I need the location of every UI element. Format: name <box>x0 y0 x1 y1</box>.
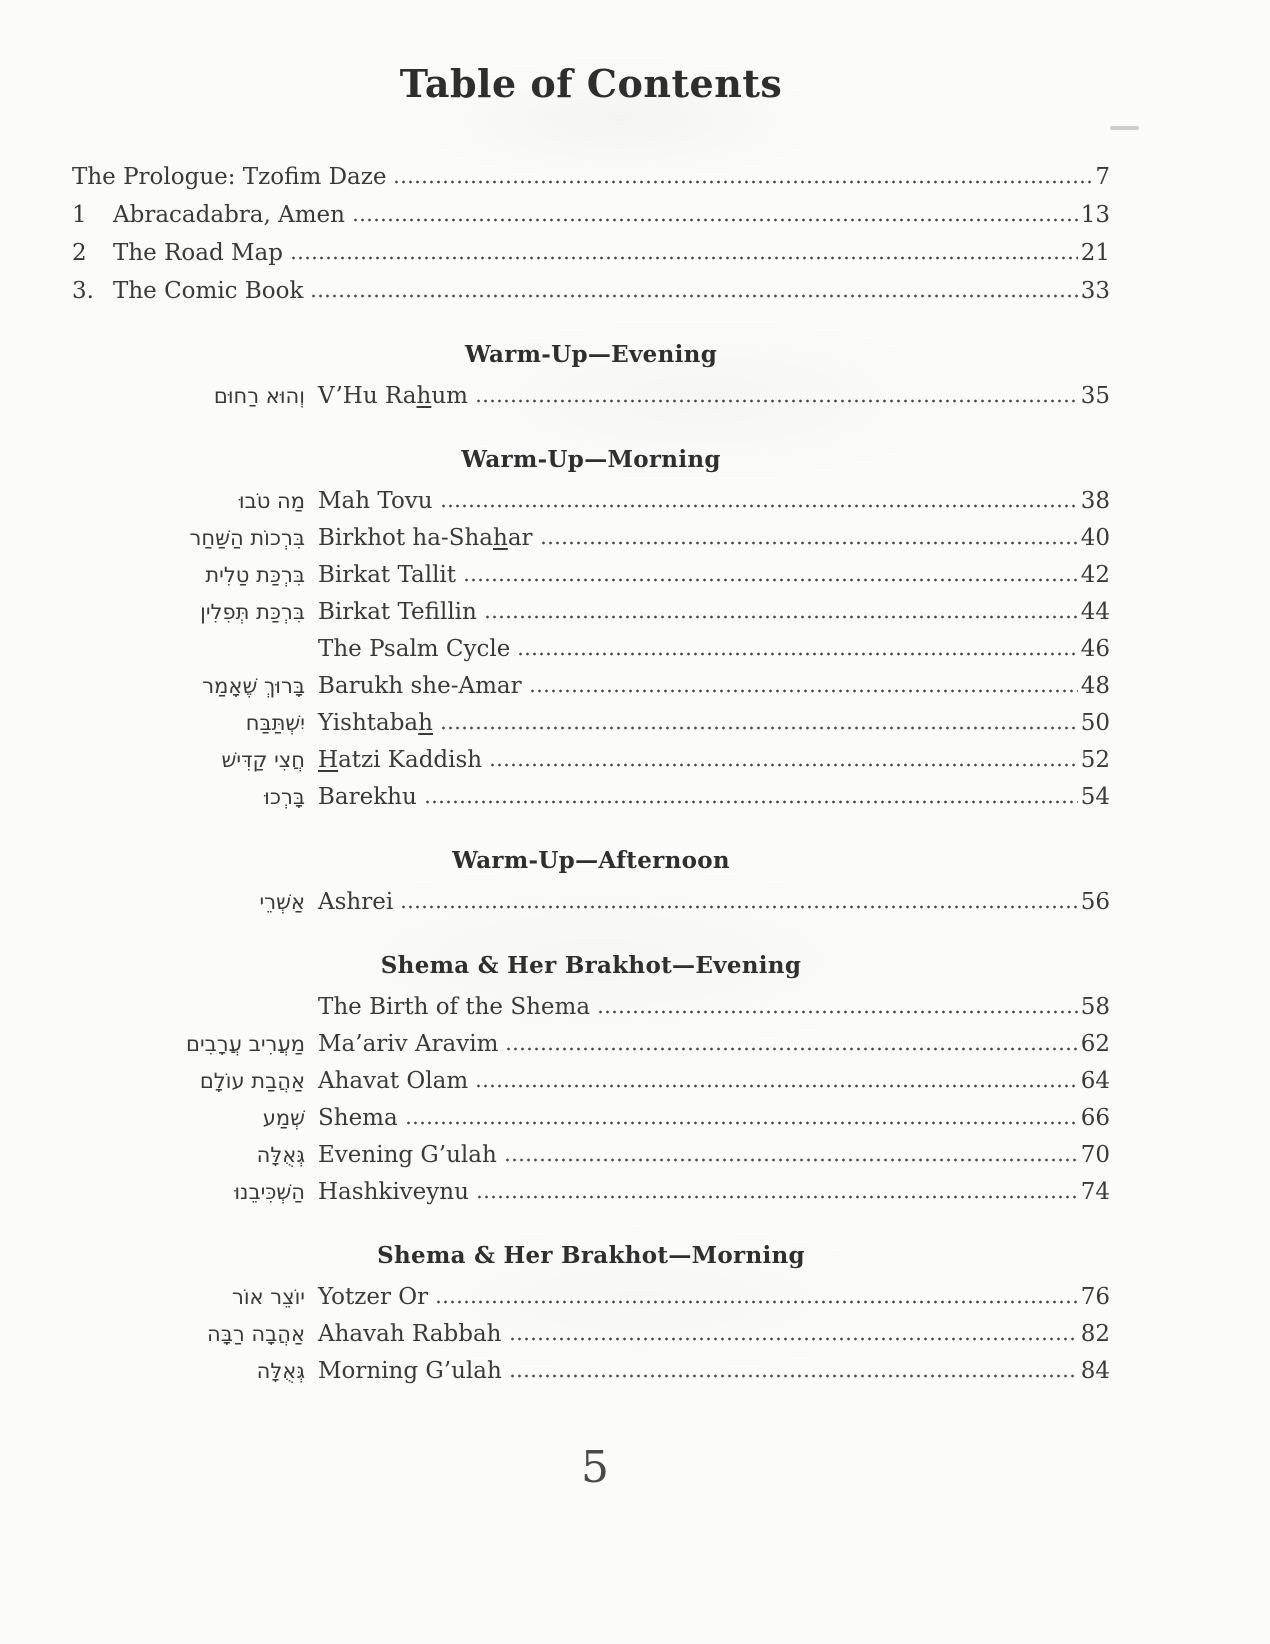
dot-leader <box>475 1082 1078 1088</box>
dot-leader <box>489 761 1078 767</box>
page-ref: 52 <box>1080 747 1110 773</box>
toc-section <box>72 951 1110 1211</box>
hebrew-title: הַשְׁכִּיבֵנוּ <box>234 1180 305 1204</box>
dot-leader <box>505 1045 1077 1051</box>
page-ref: 56 <box>1080 889 1110 915</box>
dot-leader <box>440 724 1078 730</box>
toc-row <box>72 272 1110 310</box>
toc-row <box>72 557 1110 594</box>
dot-leader <box>529 687 1078 693</box>
section-heading: Warm-Up—Morning <box>461 446 721 473</box>
page-ref: 42 <box>1080 562 1110 588</box>
toc-section <box>72 1241 1110 1390</box>
entry-title: V’Hu Rahum <box>318 383 468 409</box>
dot-leader <box>540 539 1078 545</box>
hebrew-title: בָּרְכוּ <box>264 785 305 809</box>
hebrew-title: בִּרְכַּת תְּפִלִין <box>200 600 305 624</box>
page-ref: 38 <box>1080 488 1110 514</box>
dot-leader <box>517 650 1077 656</box>
page-ref: 76 <box>1080 1284 1110 1310</box>
toc-row <box>72 989 1110 1026</box>
entry-title: Evening G’ulah <box>318 1142 497 1168</box>
entry-title: The Comic Book <box>113 278 304 304</box>
toc-row <box>72 1279 1110 1316</box>
hebrew-title: גְּאֻלָּה <box>256 1359 305 1383</box>
toc-row <box>72 483 1110 520</box>
toc-row <box>72 884 1110 921</box>
toc-row <box>72 1137 1110 1174</box>
toc-row <box>72 378 1110 415</box>
page-ref: 50 <box>1080 710 1110 736</box>
entry-title: Ahavah Rabbah <box>318 1321 502 1347</box>
toc-row <box>72 742 1110 779</box>
toc-row <box>72 594 1110 631</box>
page-ref: 48 <box>1080 673 1110 699</box>
toc-row <box>72 668 1110 705</box>
toc-row <box>72 1174 1110 1211</box>
entry-title: Hatzi Kaddish <box>318 747 483 773</box>
dot-leader <box>352 216 1078 222</box>
toc-row <box>72 158 1110 196</box>
entry-title: Barukh she-Amar <box>318 673 522 699</box>
toc-row <box>72 196 1110 234</box>
page-ref: 35 <box>1080 383 1110 409</box>
entry-title: The Prologue: Tzofim Daze <box>72 164 387 190</box>
section-heading: Warm-Up—Evening <box>464 341 718 368</box>
folio-number: 5 <box>581 1442 609 1493</box>
page-ref: 58 <box>1080 994 1110 1020</box>
entry-title: Birkat Tefillin <box>318 599 477 625</box>
entry-title: Ma’ariv Aravim <box>318 1031 499 1057</box>
dot-leader <box>440 502 1078 508</box>
hebrew-title: בִּרְכַּת טַלִית <box>205 563 305 587</box>
page-ref: 46 <box>1080 636 1110 662</box>
entry-title: Birkhot ha-Shahar <box>318 525 533 551</box>
page-ref: 84 <box>1080 1358 1110 1384</box>
hebrew-title: יוֹצֵר אוֹר <box>231 1285 305 1309</box>
toc-row <box>72 631 1110 668</box>
dot-leader <box>484 613 1078 619</box>
dot-leader <box>475 397 1078 403</box>
entry-title: Birkat Tallit <box>318 562 457 588</box>
hebrew-title: אַהֲבָה רַבָּה <box>206 1322 305 1346</box>
page-ref: 40 <box>1080 525 1110 551</box>
section-heading: Shema & Her Brakhot—Morning <box>377 1242 805 1269</box>
chapter-number: 2 <box>72 240 87 266</box>
toc-section <box>72 445 1110 816</box>
page-ref: 74 <box>1080 1179 1110 1205</box>
toc-section <box>72 846 1110 921</box>
hebrew-title: בָּרוּךְ שֶׁאָמַר <box>202 674 305 698</box>
dot-leader <box>400 903 1078 909</box>
dot-leader <box>290 254 1078 260</box>
entry-title: Morning G’ulah <box>318 1358 502 1384</box>
page-title: Table of Contents <box>399 61 783 106</box>
chapter-number: 3. <box>72 278 94 304</box>
section-heading: Shema & Her Brakhot—Evening <box>380 952 802 979</box>
hebrew-title: חֲצִי קַדִּישׁ <box>221 748 305 772</box>
page-ref: 13 <box>1080 202 1110 228</box>
hebrew-title: יִשְׁתַּבַּח <box>245 711 305 735</box>
scan-artifact <box>1110 126 1139 130</box>
dot-leader <box>504 1156 1078 1162</box>
toc-row <box>72 779 1110 816</box>
page-ref: 70 <box>1080 1142 1110 1168</box>
toc-row <box>72 520 1110 557</box>
toc-row <box>72 1316 1110 1353</box>
entry-title: The Road Map <box>113 240 283 266</box>
entry-title: The Psalm Cycle <box>318 636 511 662</box>
hebrew-title: שְׁמַע <box>262 1106 305 1130</box>
page-ref: 44 <box>1080 599 1110 625</box>
chapter-number: 1 <box>72 202 87 228</box>
toc-row <box>72 1100 1110 1137</box>
dot-leader <box>405 1119 1078 1125</box>
hebrew-title: מַה טֹבוּ <box>238 489 305 513</box>
section-heading: Warm-Up—Afternoon <box>452 847 730 874</box>
entry-title: The Birth of the Shema <box>318 994 591 1020</box>
hebrew-title: בִּרְכוֹת הַשַּׁחַר <box>189 526 305 550</box>
dot-leader <box>310 292 1077 298</box>
dot-leader <box>597 1008 1078 1014</box>
toc-row <box>72 1063 1110 1100</box>
hebrew-title: וְהוּא רַחוּם <box>213 384 305 408</box>
dot-leader <box>509 1372 1078 1378</box>
toc-row <box>72 1353 1110 1390</box>
page-ref: 7 <box>1095 164 1110 190</box>
entry-title: Mah Tovu <box>318 488 433 514</box>
entry-title: Ashrei <box>318 889 394 915</box>
page-ref: 54 <box>1080 784 1110 810</box>
page-ref: 64 <box>1080 1068 1110 1094</box>
entry-title: Barekhu <box>318 784 417 810</box>
dot-leader <box>509 1335 1078 1341</box>
hebrew-title: גְּאֻלָּה <box>256 1143 305 1167</box>
toc-row <box>72 705 1110 742</box>
page-ref: 21 <box>1080 240 1110 266</box>
front-matter-list <box>72 158 1110 310</box>
entry-title: Yotzer Or <box>318 1284 429 1310</box>
entry-title: Hashkiveynu <box>318 1179 469 1205</box>
page-ref: 62 <box>1080 1031 1110 1057</box>
entry-title: Yishtabah <box>318 710 433 736</box>
entry-title: Ahavat Olam <box>318 1068 469 1094</box>
toc-row <box>72 1026 1110 1063</box>
entry-title: Abracadabra, Amen <box>113 202 345 228</box>
hebrew-title: מַעֲרִיב עֲרָבִים <box>186 1032 305 1056</box>
dot-leader <box>424 798 1078 804</box>
hebrew-title: אַשְׁרֵי <box>259 890 305 914</box>
toc-row <box>72 234 1110 272</box>
dot-leader <box>463 576 1078 582</box>
entry-title: Shema <box>318 1105 398 1131</box>
page-ref: 33 <box>1080 278 1110 304</box>
dot-leader <box>476 1193 1078 1199</box>
dot-leader <box>393 178 1092 184</box>
toc-section <box>72 340 1110 415</box>
hebrew-title: אַהֲבַת עוֹלָם <box>199 1069 305 1093</box>
page-ref: 82 <box>1080 1321 1110 1347</box>
page-ref: 66 <box>1080 1105 1110 1131</box>
dot-leader <box>435 1298 1078 1304</box>
